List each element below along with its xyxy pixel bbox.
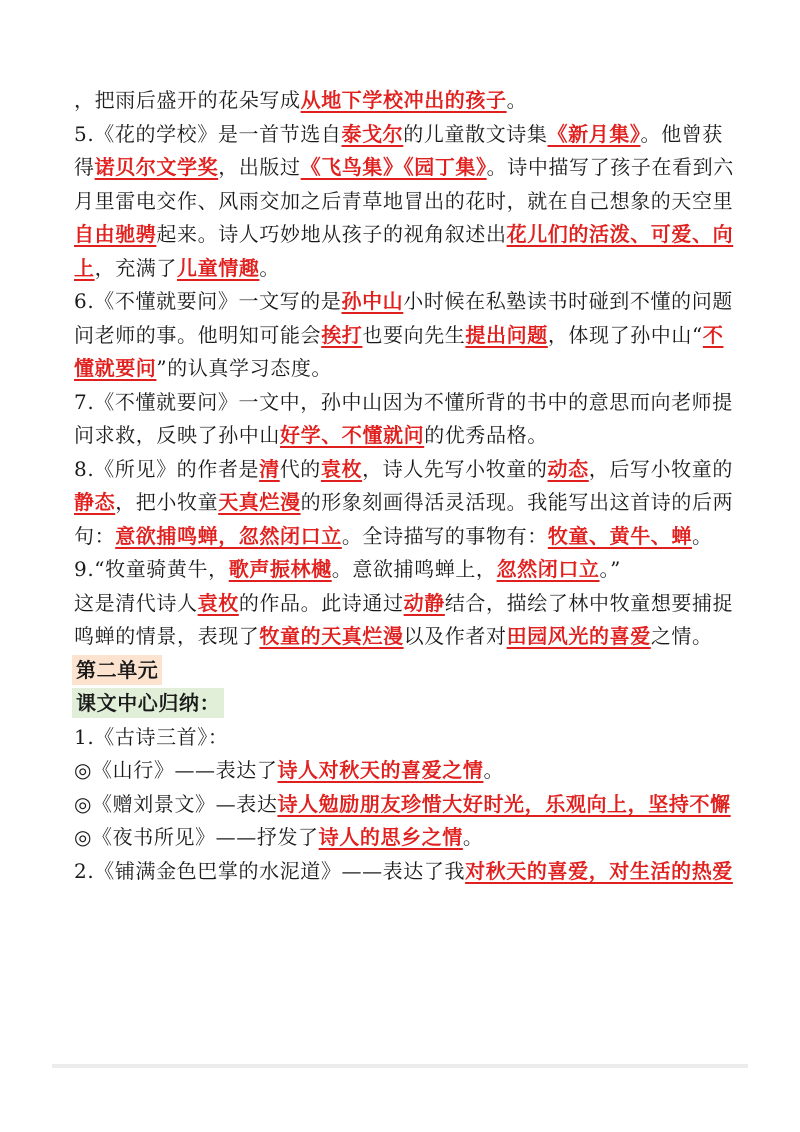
text: 8.《所见》的作者是 <box>74 456 260 481</box>
section-subtitle: 课文中心归纳： <box>72 688 224 718</box>
answer-highlight: 清 <box>259 456 280 481</box>
text: ◎《夜书所见》——抒发了 <box>74 825 319 849</box>
list-item-zengliujingwen <box>74 788 734 822</box>
answer-highlight: 儿童情趣 <box>177 255 260 280</box>
answer-highlight: 忽然闭口立 <box>496 557 600 581</box>
text: 。 <box>506 88 528 112</box>
paragraph-item-5 <box>74 118 734 286</box>
answer-highlight: 诺贝尔文学奖 <box>94 155 219 179</box>
text: 的形象刻画得活灵活现。我能写出这首诗的后两句： <box>74 490 734 548</box>
list-item-ancient-poems <box>74 721 734 755</box>
answer-highlight: 动静 <box>403 590 445 615</box>
text: 1.《古诗三首》： <box>74 724 229 749</box>
answer-highlight: 静态 <box>74 490 116 514</box>
answer-highlight: 提出问题 <box>465 322 548 347</box>
text: 7.《不懂就要问》一文中，孙中山因为不懂所背的书中的意思而向老师提问求救，反映了孙中山 <box>74 389 733 447</box>
paragraph-item-6 <box>74 285 734 386</box>
answer-highlight: 孙中山 <box>341 289 404 313</box>
text: 。 <box>462 825 484 849</box>
answer-highlight: 诗人对秋天的喜爱之情 <box>277 758 484 782</box>
section-subtitle-row <box>74 687 734 721</box>
answer-highlight: 对秋天的喜爱，对生活的热爱 <box>465 858 733 883</box>
answer-highlight: 歌声振林樾 <box>228 557 332 581</box>
unit-heading-row <box>74 654 734 688</box>
text: 起来。诗人巧妙地从孩子的视角叙述出 <box>156 222 507 246</box>
text: 结合，描绘了林中牧童想要捕捉鸣蝉的情景，表现了 <box>74 590 734 648</box>
answer-highlight: 袁枚 <box>320 456 363 481</box>
answer-highlight: 从地下学校冲出的孩子 <box>300 88 507 112</box>
answer-highlight: 动态 <box>547 456 589 481</box>
text: 以及作者对 <box>403 624 507 648</box>
paragraph-item-8 <box>74 453 734 554</box>
text: 。意欲捕鸣蝉上， <box>331 557 497 581</box>
answer-highlight: 自由驰骋 <box>74 222 157 246</box>
text: 代的 <box>279 456 321 481</box>
answer-highlight: 《飞鸟集》《园丁集》 <box>300 155 487 179</box>
answer-highlight: 袁枚 <box>197 590 239 615</box>
answer-highlight: 诗人勉励朋友珍惜大好时光，乐观向上，坚持不懈 <box>277 791 731 816</box>
text: 的优秀品格。 <box>424 423 548 447</box>
text: 的儿童散文诗集 <box>403 121 548 146</box>
text: ，把小牧童 <box>115 490 219 514</box>
paragraph-item-7 <box>74 386 734 453</box>
text: ，诗人先写小牧童的 <box>362 456 548 481</box>
text: 。 <box>259 255 281 280</box>
text: 这是清代诗人 <box>74 590 198 615</box>
answer-highlight: 《新月集》 <box>547 121 641 146</box>
text: ，充满了 <box>94 255 178 280</box>
paragraph-item-9 <box>74 587 734 654</box>
answer-highlight: 田园风光的喜爱 <box>506 624 651 648</box>
answer-highlight: 天真烂漫 <box>218 490 301 514</box>
text: 。” <box>599 557 621 581</box>
text: 。他曾获得 <box>74 121 723 179</box>
unit-heading: 第二单元 <box>72 655 162 685</box>
text: 也要向先生 <box>362 322 466 347</box>
text: 之情。 <box>650 624 713 648</box>
text: ，把雨后盛开的花朵写成 <box>74 88 301 112</box>
answer-highlight: 不懂就要问 <box>74 322 724 380</box>
answer-highlight: 好学、不懂就问 <box>280 423 425 447</box>
text: 6.《不懂就要问》一文写的是 <box>74 289 342 313</box>
answer-highlight: 泰戈尔 <box>341 121 404 146</box>
document-body <box>74 84 734 888</box>
paragraph-intro <box>74 84 734 118</box>
paragraph-item-9-quote <box>74 553 734 587</box>
text: ◎《山行》——表达了 <box>74 758 278 782</box>
text: 。 <box>483 758 505 782</box>
text: 。全诗描写的事物有： <box>341 523 548 548</box>
answer-highlight: 花儿们的活泼、可爱、向上 <box>74 222 734 280</box>
text: 小时候在私塾读书时碰到不懂的问题问老师的事。他明知可能会 <box>74 289 733 347</box>
answer-highlight: 挨打 <box>321 322 363 347</box>
answer-highlight: 意欲捕鸣蝉，忽然闭口立 <box>115 523 342 548</box>
answer-highlight: 牧童、黄牛、蝉 <box>547 523 693 548</box>
text: 5.《花的学校》是一首节选自 <box>74 121 342 146</box>
answer-highlight: 牧童的天真烂漫 <box>259 624 404 648</box>
text: ◎《赠刘景文》—表达 <box>74 791 278 816</box>
text: 2.《铺满金色巴掌的水泥道》——表达了我 <box>74 858 466 883</box>
text: 的作品。此诗通过 <box>238 590 404 615</box>
answer-highlight: 诗人的思乡之情 <box>318 825 463 849</box>
text: 。诗中描写了孩子在看到六月里雷电交作、风雨交加之后青草地冒出的花时，就在自己想象的天空里 <box>74 155 734 213</box>
list-item-shuinidao <box>74 855 734 889</box>
text: ，后写小牧童的 <box>588 456 733 481</box>
page-divider <box>52 1064 748 1068</box>
list-item-yeshusuojian <box>74 821 734 855</box>
text: ，出版过 <box>218 155 301 179</box>
text: ，体现了孙中山“ <box>547 322 703 347</box>
text: 9.“牧童骑黄牛， <box>74 557 229 581</box>
text: ”的认真学习态度。 <box>156 356 333 380</box>
text: 。 <box>692 523 713 548</box>
list-item-shanxing <box>74 754 734 788</box>
